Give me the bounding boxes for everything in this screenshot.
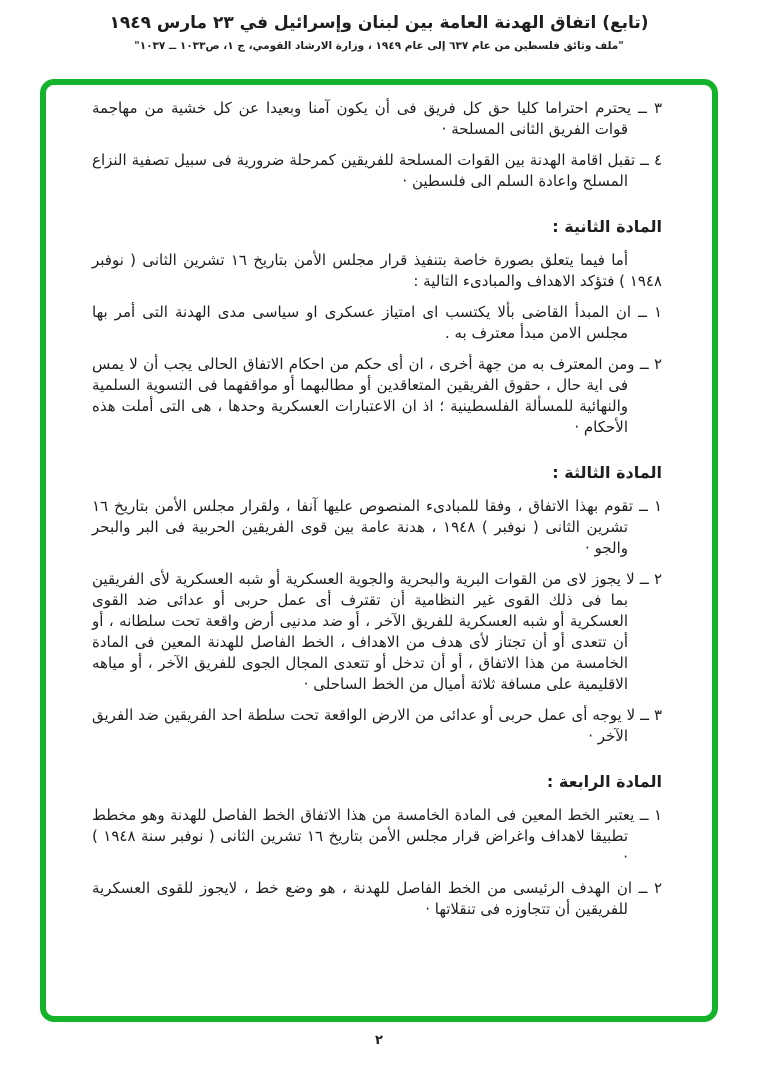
source-citation: "ملف وثائق فلسطين من عام ٦٣٧ إلى عام ١٩٤٩ ، وزارة الارشاد القومي، ج ١، ص١٠٣٣ ــ ١٠٣٧" xyxy=(134,40,624,52)
article-3-item-3: ٣ ــ لا يوجه أى عمل حربى أو عدائى من الارض الواقعة تحت سلطة احد الفريقين ضد الفريق الآخر · xyxy=(92,706,662,745)
green-border-frame xyxy=(40,79,718,1022)
article-2-item-1: ١ ــ ان المبدأ القاضى بألا يكتسب اى امتياز عسكرى او سياسى مدى الهدنة التى أمر بها مجلس الامن مبدأ معترف به . xyxy=(92,303,662,342)
document-body xyxy=(92,98,662,930)
document-title: (تابع) اتفاق الهدنة العامة بين لبنان وإسرائيل في ٢٣ مارس ١٩٤٩ xyxy=(109,13,649,33)
clause-3: ٣ ــ يحترم احتراما كليا حق كل فريق فى أن يكون آمنا وبعيدا عن كل خشية من مهاجمة قوات الفريق الثانى المسلحة · xyxy=(92,99,662,138)
article-3-item-1: ١ ــ تقوم بهذا الاتفاق ، وفقا للمبادىء المنصوص عليها آنفا ، ولقرار مجلس الأمن بتاريخ ١٦ تشرين الثانى ( نوفبر ) ١٩٤٨ ، هدنة عامة بين قوى الفريقين الحربية فى البر والبحر والجو · xyxy=(92,497,662,557)
page-number: ٢ xyxy=(375,1033,383,1048)
article-4-item-1: ١ ــ يعتبر الخط المعين فى المادة الخامسة من هذا الاتفاق الخط الفاصل للهدنة وهو مخطط تطبيقا لاهداف واغراض قرار مجلس الأمن بتاريخ ١٦ تشرين الثانى ( نوفبر سنة ١٩٤٨ ) · xyxy=(92,806,662,866)
article-4-heading: المادة الرابعة : xyxy=(546,772,662,791)
article-3-heading: المادة الثالثة : xyxy=(552,463,662,482)
article-2-intro: أما فيما يتعلق بصورة خاصة بتنفيذ قرار مجلس الأمن بتاريخ ١٦ تشرين الثانى ( نوفبر ١٩٤٨ ) فتؤكد الاهداف والمبادىء التالية : xyxy=(92,251,662,290)
article-3-item-2: ٢ ــ لا يجوز لاى من القوات البرية والبحرية والجوية العسكرية أو شبه العسكرية لأى الفريقين بما فى ذلك القوى غير النظامية أن تقترف أى عمل حربى أو عدائى ضد القوى العسكرية أو شبه العسكرية للفريق الآخر ، أو ضد مدنيى أرض واقعة تحت سلطانه ، أو أن تتعدى أو أن تجتاز لأى هدف من الاهداف ، الخط الفاصل للهدنة المعين فى المادة الخامسة من هذا الاتفاق ، أو أن تدخل أو تتعدى المجال الجوى للفريق الآخر ، أو مياهه الاقليمية على مسافة ثلاثة أميال من الخط الساحلى · xyxy=(92,570,662,693)
article-4-item-2: ٢ ــ ان الهدف الرئيسى من الخط الفاصل للهدنة ، هو وضع خط ، لايجوز للقوى العسكرية للفريقين أن تتجاوزه فى تنقلاتها · xyxy=(92,879,662,918)
clause-4: ٤ ــ تقبل اقامة الهدنة بين القوات المسلحة للفريقين كمرحلة ضرورية فى سبيل تصفية النزاع المسلح واعادة السلم الى فلسطين · xyxy=(92,151,662,190)
article-2-item-2: ٢ ــ ومن المعترف به من جهة أخرى ، ان أى حكم من احكام الاتفاق الحالى يجب أن لا يمس فى اية حال ، حقوق الفريقين المتعاقدين أو مطالبهما أو مواقفهما فى التسوية السلمية والنهائية للمسألة الفلسطينية ؛ اذ ان الاعتبارات العسكرية وحدها ، هى التى أملت هذه الأحكام · xyxy=(92,355,662,436)
article-2-heading: المادة الثانية : xyxy=(552,217,662,236)
